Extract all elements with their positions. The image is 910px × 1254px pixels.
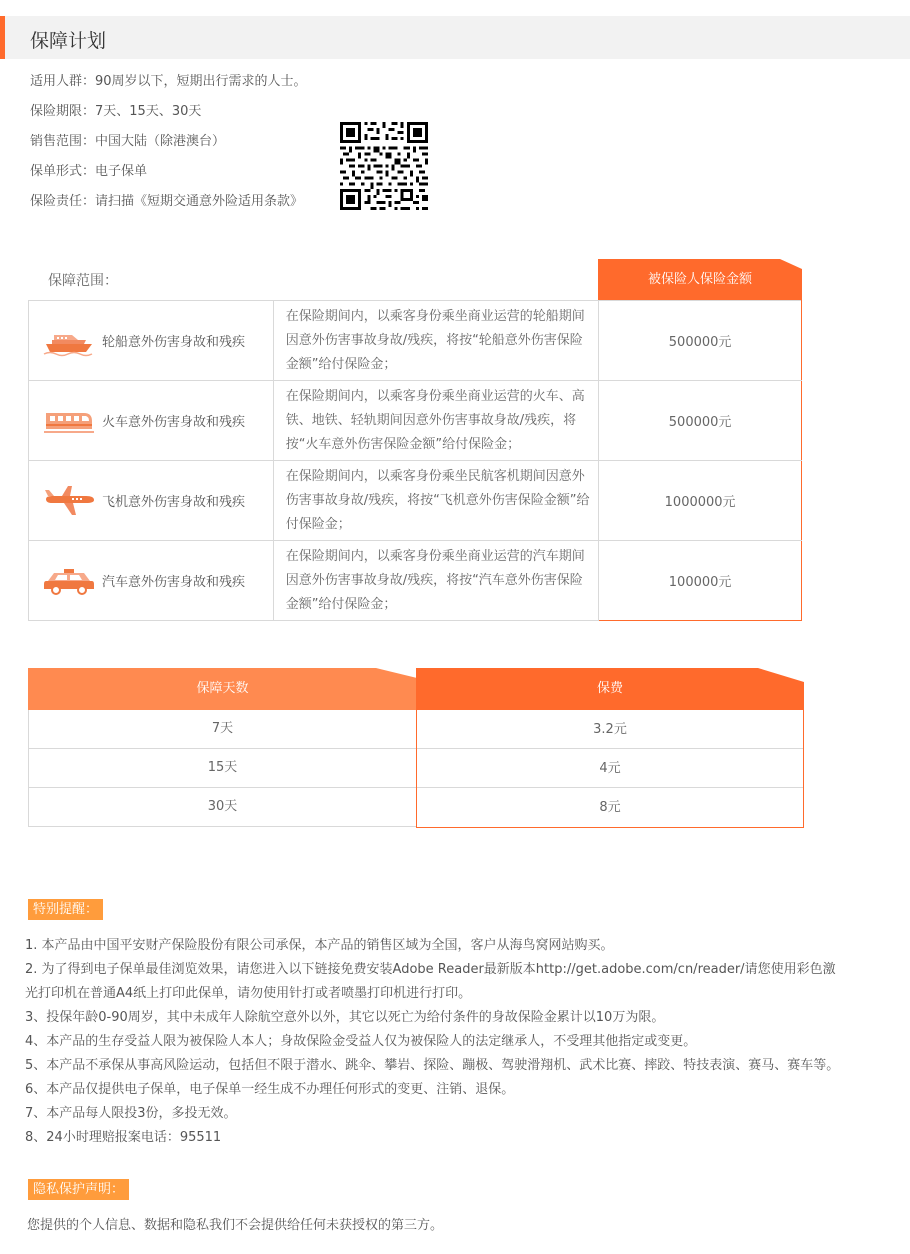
notice-item: 3、投保年龄0-90周岁，其中未成年人除航空意外以外，其它以死亡为给付条件的身故保险金累计以10万为限。 [25, 1010, 665, 1025]
header-accent-bar [0, 16, 5, 59]
table-row [29, 541, 802, 621]
days-cell: 7天 [28, 710, 417, 749]
days-cell: 15天 [28, 749, 417, 788]
plan-info [30, 72, 307, 222]
fee-header-label: 保费 [596, 681, 623, 696]
amount-header [598, 259, 802, 301]
coverage-label: 保障范围： [48, 273, 118, 289]
coverage-desc: 在保险期间内，以乘客身份乘坐商业运营的轮船期间因意外伤害事故身故/残疾，将按“轮船意外伤害保险金额”给付保险金； [273, 301, 599, 381]
info-policy-form: 保单形式：电子保单 [30, 164, 148, 179]
notice-item: 7、本产品每人限投3份，多投无效。 [25, 1106, 237, 1121]
notice-item: 2. 为了得到电子保单最佳浏览效果，请您进入以下链接免费安装Adobe Reader最新版本http://get.adobe.com/cn/reader/请您使用彩色激 [25, 962, 836, 977]
info-audience: 适用人群：90周岁以下，短期出行需求的人士。 [30, 74, 307, 89]
coverage-name: 飞机意外伤害身故和残疾 [102, 495, 246, 510]
days-column [28, 710, 417, 827]
coverage-amount: 500000元 [599, 301, 802, 381]
coverage-desc: 在保险期间内，以乘客身份乘坐商业运营的火车、高铁、地铁、轻轨期间因意外伤害事故身故/残疾，将按“火车意外伤害保险金额”给付保险金； [273, 381, 599, 461]
notice-item: 8、24小时理赔报案电话：95511 [25, 1130, 222, 1145]
coverage-desc: 在保险期间内，以乘客身份乘坐商业运营的汽车期间因意外伤害事故身故/残疾，将按“汽车意外伤害保险金额”给付保险金； [273, 541, 599, 621]
fee-cell: 8元 [599, 800, 621, 815]
notice-item: 1. 本产品由中国平安财产保险股份有限公司承保，本产品的销售区域为全国，客户从海鸟窝网站购买。 [25, 938, 614, 953]
coverage-name-cell [29, 381, 274, 461]
coverage-amount: 1000000元 [599, 461, 802, 541]
notice-item: 5、本产品不承保从事高风险运动，包括但不限于潜水、跳伞、攀岩、探险、蹦极、驾驶滑翔机、武术比赛、摔跤、特技表演、赛马、赛车等。 [25, 1058, 840, 1073]
info-liability: 保险责任：请扫描《短期交通意外险适用条款》 [30, 194, 304, 209]
table-row [29, 301, 802, 381]
notice-item: 4、本产品的生存受益人限为被保险人本人；身故保险金受益人仅为被保险人的法定继承人，不受理其他指定或变更。 [25, 1034, 697, 1049]
notice-item: 光打印机在普通A4纸上打印此保单，请勿使用针打或者喷墨打印机进行打印。 [25, 986, 472, 1001]
days-header-label: 保障天数 [196, 681, 249, 696]
info-sales-region: 销售范围：中国大陆（除港澳台） [30, 134, 226, 149]
coverage-table [28, 300, 802, 621]
page-title: 保障计划 [30, 30, 107, 52]
privacy-text: 您提供的个人信息、数据和隐私我们不会提供给任何未获授权的第三方。 [27, 1218, 444, 1233]
train-icon [42, 405, 96, 437]
coverage-name: 火车意外伤害身故和残疾 [102, 415, 246, 430]
fee-header [416, 668, 804, 710]
notice-tag: 特别提醒： [28, 899, 103, 920]
fee-cell: 3.2元 [417, 710, 803, 749]
coverage-amount: 500000元 [599, 381, 802, 461]
section-header [0, 16, 910, 59]
fee-column [416, 710, 804, 828]
fee-cell: 4元 [417, 749, 803, 788]
table-row [29, 381, 802, 461]
qr-code-icon [340, 122, 428, 210]
notice-list [25, 934, 910, 1150]
coverage-name: 轮船意外伤害身故和残疾 [102, 335, 246, 350]
coverage-amount: 100000元 [599, 541, 802, 621]
ship-icon [42, 325, 96, 357]
coverage-name-cell [29, 541, 274, 621]
days-cell: 30天 [28, 788, 417, 827]
privacy-tag: 隐私保护声明： [28, 1179, 129, 1200]
info-period: 保险期限：7天、15天、30天 [30, 104, 202, 119]
taxi-icon [42, 565, 96, 597]
coverage-desc: 在保险期间内，以乘客身份乘坐民航客机期间因意外伤害事故身故/残疾，将按“飞机意外伤害保险金额”给付保险金； [273, 461, 599, 541]
coverage-name-cell [29, 301, 274, 381]
amount-header-label: 被保险人保险金额 [647, 272, 752, 287]
plane-icon [42, 485, 96, 517]
coverage-name-cell [29, 461, 274, 541]
table-row [29, 461, 802, 541]
coverage-name: 汽车意外伤害身故和残疾 [102, 575, 246, 590]
notice-item: 6、本产品仅提供电子保单，电子保单一经生成不办理任何形式的变更、注销、退保。 [25, 1082, 515, 1097]
days-header [28, 668, 417, 710]
